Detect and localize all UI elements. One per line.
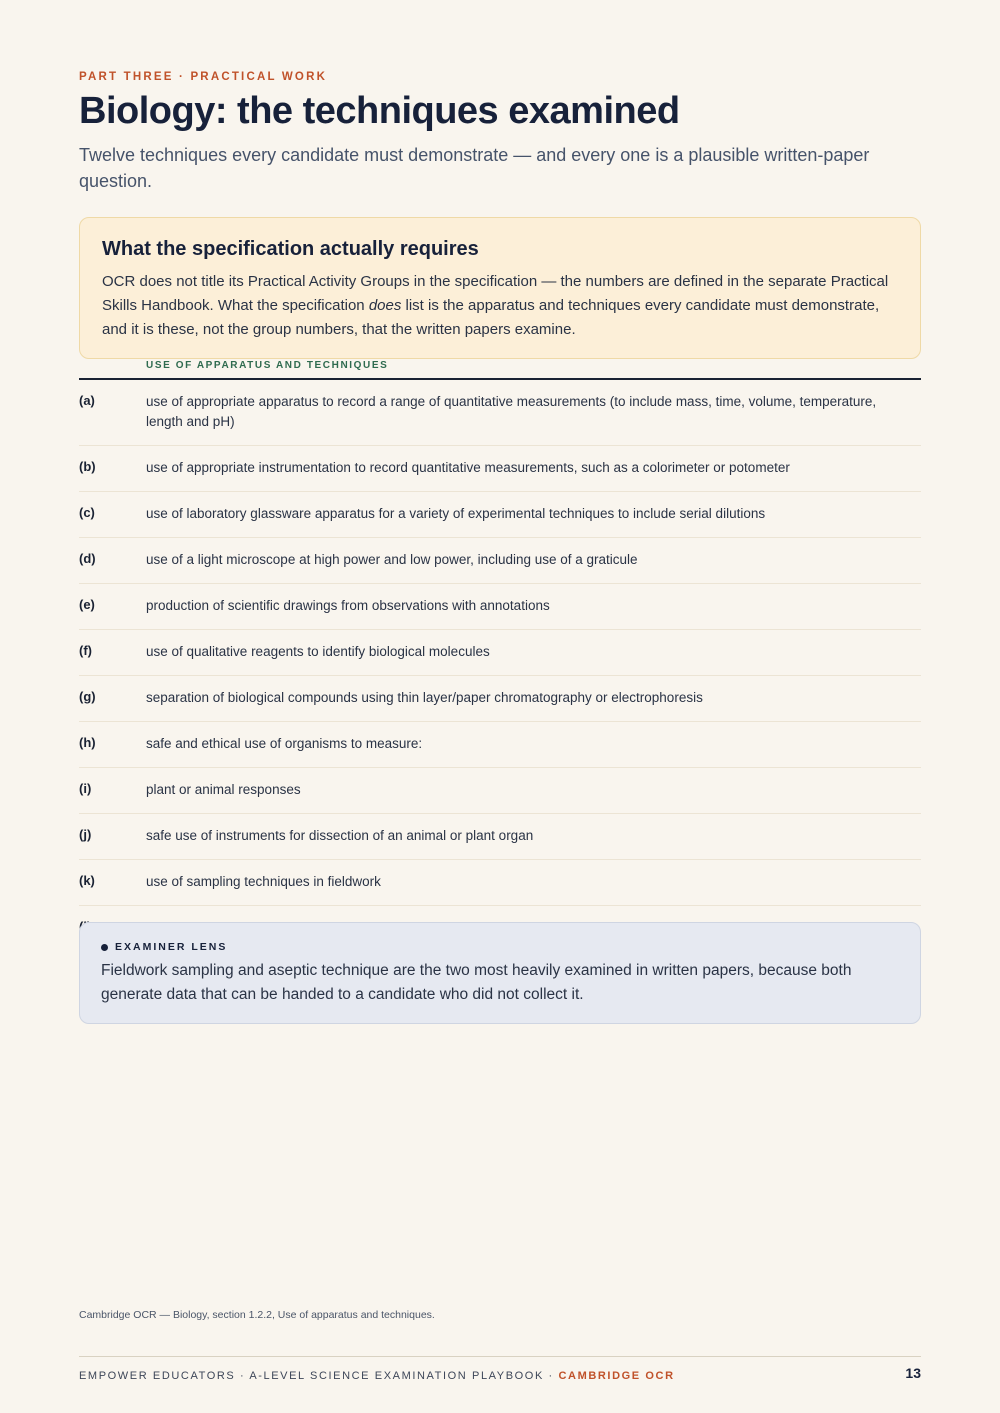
row-letter: (e)	[79, 597, 95, 612]
callout-text-start: OCR does not title its Practical Activity Groups in the specification — the numbers are defined in the separate Practical Skills Handbook. What the specification	[102, 273, 889, 314]
techniques-column-header: USE OF APPARATUS AND TECHNIQUES	[146, 360, 389, 371]
row-text: use of appropriate instrumentation to record quantitative measurements, such as a colorimeter or potometer	[146, 460, 790, 475]
row-text: use of appropriate apparatus to record a range of quantitative measurements (to include mass, time, volume, temperature, length and pH)	[146, 394, 877, 429]
row-letter: (k)	[79, 873, 95, 888]
table-row	[79, 492, 921, 538]
callout-text	[102, 270, 898, 342]
table-row	[79, 380, 921, 446]
specification-callout	[79, 217, 921, 359]
examiner-lens-text: Fieldwork sampling and aseptic technique are the two most heavily examined in written papers, because both generate data that can be handed to a candidate who did not collect it.	[101, 962, 852, 1003]
techniques-table-header	[79, 360, 921, 380]
source-note: Cambridge OCR — Biology, section 1.2.2, Use of apparatus and techniques.	[79, 1309, 435, 1321]
footer-divider	[79, 1356, 921, 1357]
row-text: use of a light microscope at high power and low power, including use of a graticule	[146, 552, 638, 567]
table-row	[79, 676, 921, 722]
page-number: 13	[905, 1365, 921, 1381]
callout-text-end: list is the apparatus and techniques every candidate must demonstrate, and it is these, not the group numbers, that the written papers examine.	[102, 297, 880, 338]
row-letter: (b)	[79, 459, 96, 474]
row-letter: (i)	[79, 781, 92, 796]
bullet-dot-icon	[101, 944, 108, 951]
page-title: Biology: the techniques examined	[79, 90, 680, 132]
table-row	[79, 630, 921, 676]
footer-brand: CAMBRIDGE OCR	[558, 1370, 675, 1382]
examiner-lens-box	[79, 922, 921, 1024]
row-text: use of laboratory glassware apparatus for a variety of experimental techniques to include serial dilutions	[146, 506, 766, 521]
table-row	[79, 722, 921, 768]
row-text: production of scientific drawings from observations with annotations	[146, 598, 550, 613]
section-eyebrow: PART THREE · PRACTICAL WORK	[79, 71, 328, 83]
table-row	[79, 538, 921, 584]
table-row	[79, 768, 921, 814]
row-text: safe use of instruments for dissection of an animal or plant organ	[146, 828, 534, 843]
table-row	[79, 584, 921, 630]
footer-series: EMPOWER EDUCATORS · A-LEVEL SCIENCE EXAMINATION PLAYBOOK ·	[79, 1370, 559, 1382]
row-letter: (g)	[79, 689, 96, 704]
row-letter: (a)	[79, 393, 95, 408]
row-letter: (f)	[79, 643, 92, 658]
row-letter: (d)	[79, 551, 96, 566]
row-letter: (j)	[79, 827, 92, 842]
table-row	[79, 860, 921, 906]
row-text: use of qualitative reagents to identify biological molecules	[146, 644, 490, 659]
examiner-lens-title: EXAMINER LENS	[115, 941, 228, 953]
row-text: plant or animal responses	[146, 782, 301, 797]
table-row	[79, 814, 921, 860]
page-footer	[79, 1366, 921, 1382]
page-subtitle: Twelve techniques every candidate must demonstrate — and every one is a plausible written-paper question.	[79, 145, 870, 191]
examiner-lens-label	[101, 941, 899, 953]
table-row	[79, 446, 921, 492]
row-text: separation of biological compounds using thin layer/paper chromatography or electrophoresis	[146, 690, 703, 705]
row-text: safe and ethical use of organisms to measure:	[146, 736, 423, 751]
row-letter: (c)	[79, 505, 95, 520]
callout-text-emphasis: does	[368, 297, 402, 314]
callout-heading: What the specification actually requires	[102, 238, 479, 260]
row-letter: (h)	[79, 735, 96, 750]
row-text: use of sampling techniques in fieldwork	[146, 874, 381, 889]
techniques-table	[79, 380, 921, 951]
footer-publication	[79, 1370, 675, 1382]
